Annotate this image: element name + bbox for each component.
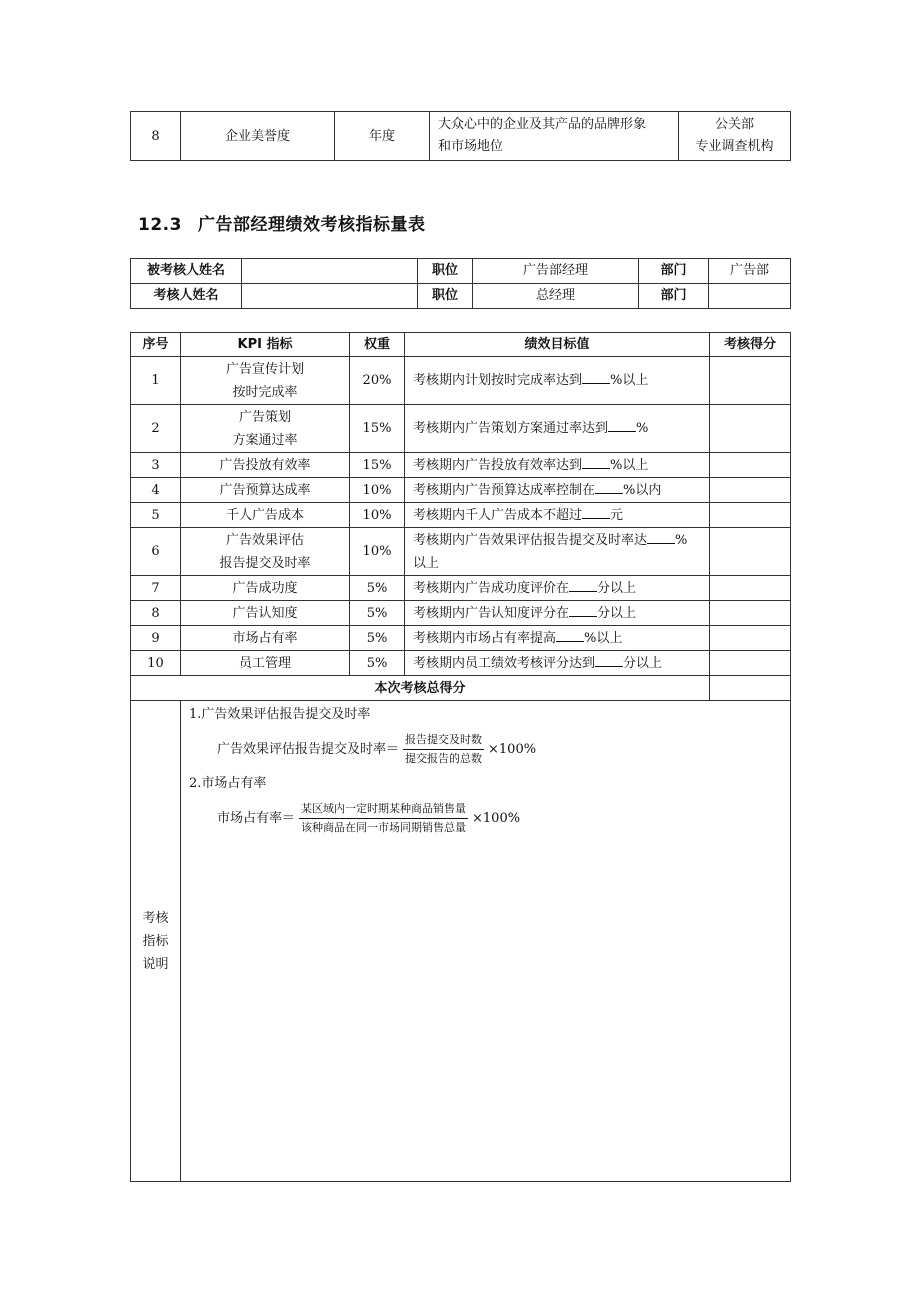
header-score: 考核得分 — [710, 333, 791, 357]
kpi-name: 广告预算达成率 — [181, 478, 350, 503]
kpi-target — [405, 357, 710, 405]
kpi-target — [405, 576, 710, 601]
kpi-score-cell[interactable] — [710, 601, 791, 626]
target-suffix: %以内 — [623, 482, 662, 498]
position-label: 职位 — [418, 284, 473, 309]
assessee-info-table — [130, 258, 791, 309]
formula-1-numerator: 报告提交及时数 — [403, 731, 484, 750]
table-row — [131, 453, 791, 478]
side-label-line-3: 说明 — [142, 956, 169, 972]
kpi-weight: 5% — [350, 651, 405, 676]
table-row — [131, 576, 791, 601]
kpi-target — [405, 601, 710, 626]
formula-2-fraction — [299, 800, 468, 837]
fill-in-blank[interactable] — [569, 577, 597, 592]
total-score-label: 本次考核总得分 — [131, 676, 710, 701]
kpi-score-cell[interactable] — [710, 651, 791, 676]
kpi-score-cell[interactable] — [710, 503, 791, 528]
formula-2-multiplier: ×100% — [472, 810, 521, 826]
note-2-title: 2.市场占有率 — [189, 776, 267, 791]
total-score-cell[interactable] — [710, 676, 791, 701]
row-number: 6 — [131, 528, 181, 576]
target-suffix: %以上 — [610, 373, 649, 388]
target-text: 考核期内广告投放有效率达到 — [413, 457, 583, 473]
assessor-name-label: 考核人姓名 — [131, 284, 242, 309]
target-suffix: %以上 — [584, 630, 623, 646]
kpi-score-cell[interactable] — [710, 626, 791, 651]
target-suffix: 分以上 — [623, 655, 663, 671]
target-text: 考核期内广告预算达成率控制在 — [413, 482, 596, 498]
side-label-line-2: 指标 — [142, 933, 169, 949]
assessee-department-value: 广告部 — [709, 259, 791, 284]
header-kpi: KPI 指标 — [181, 333, 350, 357]
kpi-score-cell[interactable] — [710, 478, 791, 503]
indicator-name: 企业美誉度 — [181, 112, 335, 161]
assessor-department-value[interactable] — [709, 284, 791, 309]
notes-content — [181, 701, 791, 1182]
row-number: 8 — [131, 112, 181, 161]
notes-side-label — [131, 701, 181, 1182]
kpi-target — [405, 626, 710, 651]
fill-in-blank[interactable] — [556, 627, 584, 642]
target-suffix: %以上 — [610, 457, 649, 473]
header-target: 绩效目标值 — [405, 333, 710, 357]
kpi-name: 广告成功度 — [181, 576, 350, 601]
target-suffix: 分以上 — [597, 605, 637, 621]
table-row — [131, 503, 791, 528]
target-text: 考核期内千人广告成本不超过 — [413, 507, 583, 523]
row-number: 7 — [131, 576, 181, 601]
fill-in-blank[interactable] — [582, 504, 610, 519]
row-number: 4 — [131, 478, 181, 503]
fill-in-blank[interactable] — [608, 417, 636, 432]
target-suffix: % — [636, 421, 649, 436]
fill-in-blank[interactable] — [569, 602, 597, 617]
kpi-score-cell[interactable] — [710, 453, 791, 478]
kpi-name: 千人广告成本 — [181, 503, 350, 528]
note-1-formula — [217, 731, 782, 768]
fill-in-blank[interactable] — [582, 369, 610, 384]
formula-2-denominator: 该种商品在同一市场同期销售总量 — [301, 821, 467, 834]
target-text: 考核期内计划按时完成率达到 — [413, 373, 583, 388]
source-line-1: 公关部 — [714, 117, 754, 132]
kpi-target — [405, 453, 710, 478]
kpi-weight: 15% — [350, 405, 405, 453]
table-row — [131, 651, 791, 676]
position-label: 职位 — [418, 259, 473, 284]
assessee-name-field[interactable] — [242, 259, 418, 284]
row-number: 10 — [131, 651, 181, 676]
table-row — [131, 601, 791, 626]
fill-in-blank[interactable] — [582, 454, 610, 469]
kpi-name-line-2: 报告提交及时率 — [219, 555, 311, 571]
fill-in-blank[interactable] — [595, 652, 623, 667]
kpi-name — [181, 357, 350, 405]
kpi-weight: 5% — [350, 601, 405, 626]
assessee-position-value: 广告部经理 — [473, 259, 639, 284]
table-row — [131, 626, 791, 651]
definition-line-1: 大众心中的企业及其产品的品牌形象 — [438, 117, 647, 132]
kpi-name: 广告投放有效率 — [181, 453, 350, 478]
kpi-target — [405, 503, 710, 528]
kpi-weight: 10% — [350, 478, 405, 503]
row-number: 2 — [131, 405, 181, 453]
kpi-target — [405, 478, 710, 503]
target-suffix: 分以上 — [597, 580, 637, 596]
kpi-target — [405, 405, 710, 453]
target-text: 考核期内广告策划方案通过率达到 — [413, 421, 609, 436]
kpi-score-cell[interactable] — [710, 405, 791, 453]
kpi-score-cell[interactable] — [710, 528, 791, 576]
target-text: 考核期内广告认知度评分在 — [413, 605, 570, 621]
previous-table-row — [130, 111, 791, 161]
assessor-position-value: 总经理 — [473, 284, 639, 309]
formula-2-lhs: 市场占有率＝ — [217, 810, 296, 826]
table-row — [131, 405, 791, 453]
formula-1-lhs: 广告效果评估报告提交及时率＝ — [217, 741, 400, 757]
target-suffix: % — [675, 532, 688, 548]
section-heading — [138, 210, 425, 235]
kpi-score-cell[interactable] — [710, 357, 791, 405]
data-source — [679, 112, 791, 161]
notes-row — [131, 701, 791, 1182]
target-text: 考核期内员工绩效考核评分达到 — [413, 655, 596, 671]
kpi-name-line-1: 广告策划 — [238, 409, 291, 425]
kpi-target — [405, 651, 710, 676]
target-suffix: 元 — [610, 507, 624, 523]
kpi-weight: 5% — [350, 626, 405, 651]
kpi-name-line-2: 按时完成率 — [232, 384, 298, 400]
kpi-name-line-1: 广告宣传计划 — [225, 361, 304, 377]
kpi-name — [181, 405, 350, 453]
header-weight: 权重 — [350, 333, 405, 357]
formula-1-denominator: 提交报告的总数 — [405, 752, 483, 765]
department-label: 部门 — [639, 284, 709, 309]
note-2-formula — [217, 800, 782, 837]
row-number: 1 — [131, 357, 181, 405]
section-number: 12.3 — [138, 215, 182, 235]
kpi-target — [405, 528, 710, 576]
side-label-line-1: 考核 — [142, 910, 169, 926]
assessee-name-label: 被考核人姓名 — [131, 259, 242, 284]
kpi-name-line-1: 广告效果评估 — [225, 532, 304, 548]
kpi-weight: 5% — [350, 576, 405, 601]
row-number: 9 — [131, 626, 181, 651]
kpi-weight: 15% — [350, 453, 405, 478]
kpi-weight: 10% — [350, 503, 405, 528]
target-text: 考核期内广告成功度评价在 — [413, 580, 570, 596]
table-row — [131, 357, 791, 405]
department-label: 部门 — [639, 259, 709, 284]
header-no: 序号 — [131, 333, 181, 357]
target-text: 考核期内市场占有率提高 — [413, 630, 557, 646]
indicator-definition — [430, 112, 679, 161]
row-number: 3 — [131, 453, 181, 478]
kpi-name: 市场占有率 — [181, 626, 350, 651]
target-suffix-line-2: 以上 — [413, 555, 440, 571]
fill-in-blank[interactable] — [647, 529, 675, 544]
kpi-name — [181, 528, 350, 576]
formula-1-multiplier: ×100% — [488, 741, 537, 757]
assessor-name-field[interactable] — [242, 284, 418, 309]
kpi-score-cell[interactable] — [710, 576, 791, 601]
kpi-name-line-2: 方案通过率 — [232, 432, 298, 448]
fill-in-blank[interactable] — [595, 479, 623, 494]
row-number: 5 — [131, 503, 181, 528]
total-row — [131, 676, 791, 701]
kpi-weight: 10% — [350, 528, 405, 576]
target-text: 考核期内广告效果评估报告提交及时率达 — [413, 532, 648, 548]
table-row — [131, 528, 791, 576]
source-line-2: 专业调查机构 — [695, 139, 774, 154]
assessment-cycle: 年度 — [335, 112, 430, 161]
kpi-weight: 20% — [350, 357, 405, 405]
kpi-name: 广告认知度 — [181, 601, 350, 626]
formula-1-fraction — [403, 731, 484, 768]
kpi-name: 员工管理 — [181, 651, 350, 676]
definition-line-2: 和市场地位 — [438, 139, 504, 154]
kpi-table — [130, 332, 791, 1182]
formula-2-numerator: 某区域内一定时期某种商品销售量 — [299, 800, 468, 819]
table-row — [131, 478, 791, 503]
row-number: 8 — [131, 601, 181, 626]
section-title: 广告部经理绩效考核指标量表 — [197, 215, 426, 235]
note-1-title: 1.广告效果评估报告提交及时率 — [189, 707, 371, 722]
